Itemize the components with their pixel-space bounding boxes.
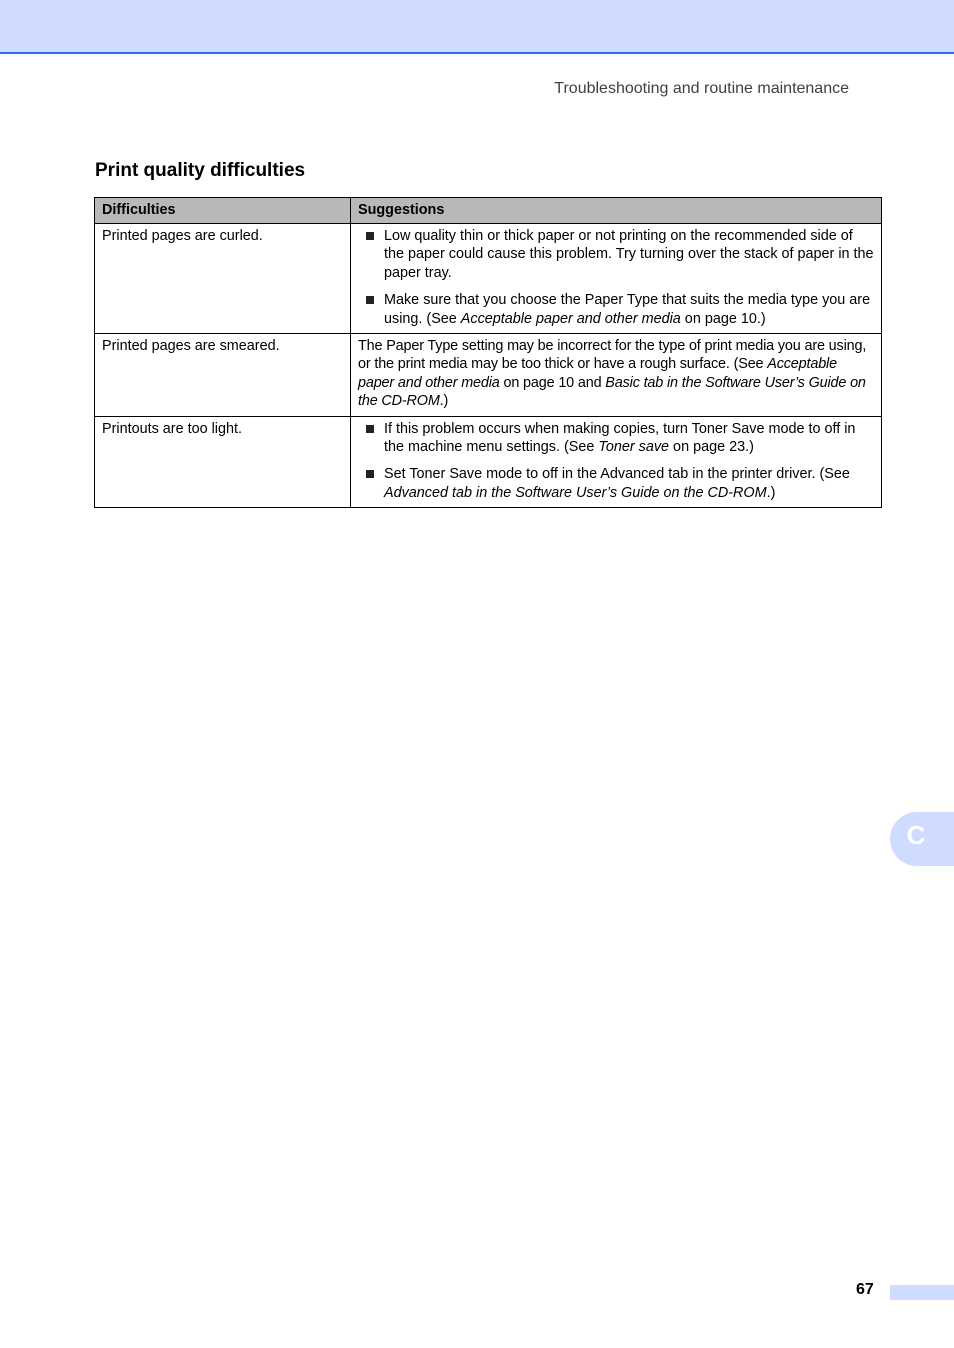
list-item: Low quality thin or thick paper or not printing on the recommended side of the paper could cause this problem. Try turning over the stack of paper in the paper tray. <box>358 227 874 282</box>
list-item: Set Toner Save mode to off in the Advanced tab in the printer driver. (See Advanced tab in the Software User’s Guide on the CD-ROM.) <box>358 465 874 502</box>
suggestion-cell <box>351 224 882 334</box>
suggestion-list <box>358 420 874 503</box>
cross-reference: Acceptable paper and other media <box>460 310 681 327</box>
section-title: Print quality difficulties <box>95 160 306 181</box>
chapter-tab-letter: C <box>906 820 926 850</box>
difficulty-cell: Printouts are too light. <box>95 416 351 508</box>
cross-reference: Toner save <box>598 439 670 456</box>
footer-bar <box>890 1285 954 1300</box>
column-header-suggestions: Suggestions <box>351 198 882 224</box>
suggestion-cell: The Paper Type setting may be incorrect for the type of print media you are using, or the print media may be too thick or have a rough surface. (See Acceptable paper and other media on page 10 and Basic tab in the Software User’s Guide on the CD-ROM.) <box>351 334 882 417</box>
chapter-tab <box>890 812 954 866</box>
table-row <box>95 334 882 417</box>
table-row <box>95 224 882 334</box>
square-bullet-icon <box>366 470 374 478</box>
square-bullet-icon <box>366 296 374 304</box>
running-header: Troubleshooting and routine maintenance <box>554 80 849 97</box>
column-header-difficulties: Difficulties <box>95 198 351 224</box>
cross-reference: Advanced tab in the Software User’s Guide on the CD-ROM <box>384 484 767 501</box>
suggestion-list <box>358 227 874 328</box>
list-item: If this problem occurs when making copies, turn Toner Save mode to off in the machine menu settings. (See Toner save on page 23.) <box>358 420 874 457</box>
list-item: Make sure that you choose the Paper Type that suits the media type you are using. (See Acceptable paper and other media on page 10.) <box>358 291 874 328</box>
print-quality-table <box>94 197 882 508</box>
table-row <box>95 416 882 508</box>
suggestion-cell <box>351 416 882 508</box>
square-bullet-icon <box>366 425 374 433</box>
difficulty-cell: Printed pages are smeared. <box>95 334 351 417</box>
cross-reference: Basic tab in the Software User’s Guide on the CD-ROM <box>358 374 866 410</box>
difficulty-cell: Printed pages are curled. <box>95 224 351 334</box>
table-header-row <box>95 198 882 224</box>
page-number: 67 <box>856 1281 874 1298</box>
header-band <box>0 0 954 54</box>
square-bullet-icon <box>366 232 374 240</box>
cross-reference: Acceptable paper and other media <box>358 356 837 391</box>
